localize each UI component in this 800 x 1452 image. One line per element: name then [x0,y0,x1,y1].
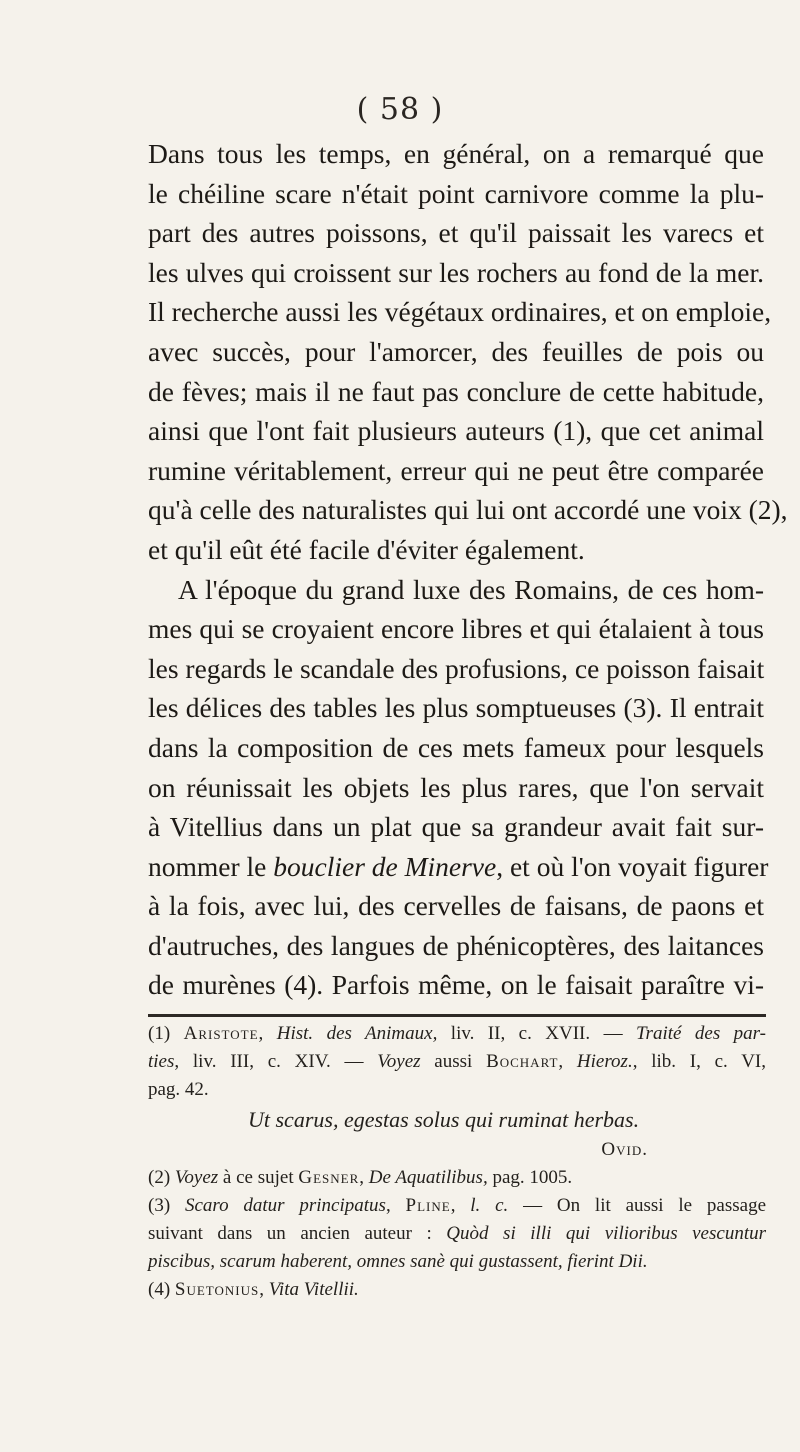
main-paragraphs [148,134,788,1005]
note-text: , [258,1023,277,1044]
body-line: part des autres poissons, et qu'il paissait les varecs et [148,217,764,249]
footnote-3 [148,1192,766,1220]
note-title: ties [148,1051,175,1072]
note-author: Suetonius [174,1279,260,1300]
body-line: avec succès, pour l'amorcer, des feuilles de pois ou [148,335,764,367]
body-line: le chéiline scare n'était point carnivore comme la plu- [148,177,764,209]
body-line: Il recherche aussi les végétaux ordinaires, et on emploie, [148,296,772,328]
note-text: , [558,1051,577,1072]
footnote-1 [148,1020,766,1048]
note-text: à ce sujet [218,1167,299,1188]
body-line: à la fois, avec lui, des cervelles de faisans, de paons et [148,890,764,922]
note-title: Traité des par- [636,1023,766,1044]
body-line: et qu'il eût été facile d'éviter également. [148,533,585,565]
note-text: (1) [148,1023,184,1044]
body-line: qu'à celle des naturalistes qui lui ont accordé une voix (2), [148,494,788,526]
body-line: ainsi que l'ont fait plusieurs auteurs (1), que cet animal [148,415,764,447]
body-text-run: , et où l'on voyait figurer [496,850,769,882]
note-text: (2) [148,1167,175,1188]
body-line: mes qui se croyaient encore libres et qui étalaient à tous [148,613,764,645]
body-line: d'autruches, des langues de phénicoptères, des laitances [148,929,764,961]
footnote-1-cont [148,1048,766,1076]
footnote-3-cont: piscibus, scarum haberent, omnes sanè qui gustassent, fierint Dii. [148,1251,648,1272]
footnote-separator [148,1014,766,1017]
body-line: on réunissait les objets les plus rares, que l'on servait [148,771,764,803]
note-ref: l. c. [470,1195,509,1216]
note-text: aussi [420,1051,487,1072]
footnotes [148,1020,766,1304]
note-title: Vita Vitellii. [268,1279,359,1300]
note-title: De Aquatilibus, [368,1167,488,1188]
footnote-2 [148,1164,766,1192]
note-title: Hieroz. [576,1051,633,1072]
epigraph-quote: Ut scarus, egestas solus qui ruminat herbas. [248,1107,640,1132]
body-line: Dans tous les temps, en général, on a remarqué que [148,138,764,169]
note-text: — On lit aussi le passage [508,1195,767,1216]
note-text: liv. II, c. XVII. — [437,1023,637,1044]
body-line: de murènes (4). Parfois même, on le faisait paraître vi- [148,969,764,1001]
note-text: , [450,1195,471,1216]
note-voyez: Voyez [174,1167,219,1188]
body-line [148,847,769,887]
footnote-4 [148,1276,766,1304]
note-author: Pline [405,1195,451,1216]
note-title: Hist. des Animaux, [276,1023,438,1044]
body-line: à Vitellius dans un plat que sa grandeur avait fait sur- [148,811,764,843]
note-quote: Quòd si illi qui vilioribus vescuntur [446,1223,766,1244]
body-line: A l'époque du grand luxe des Romains, de ces hom- [178,573,764,605]
note-text: suivant dans un ancien auteur : [148,1223,447,1244]
body-line: dans la composition de ces mets fameux pour lesquels [148,731,764,763]
body-line: les regards le scandale des profusions, ce poisson faisait [148,652,765,684]
note-author: Bochart [486,1051,559,1072]
note-text: , lib. I, c. VI, [632,1051,767,1072]
body-line: de fèves; mais il ne faut pas conclure de cette habitude, [148,375,764,407]
note-author: Gesner [298,1167,360,1188]
note-text: , [359,1167,369,1188]
italic-phrase: bouclier de Minerve [273,850,497,882]
body-text-run: nommer le [148,850,274,882]
body-line: les ulves qui croissent sur les rochers au fond de la mer. [148,256,764,288]
note-voyez: Voyez [377,1051,421,1072]
note-text: , [259,1279,269,1300]
note-text: , [385,1195,406,1216]
note-text: (3) [148,1195,185,1216]
note-text: , liv. III, c. XIV. — [174,1051,378,1072]
body-line: les délices des tables les plus somptueuses (3). Il entrait [148,692,764,724]
note-text: (4) [148,1279,175,1300]
footnote-1-page: pag. 42. [148,1079,209,1100]
epigraph-source: Ovid. [601,1139,648,1160]
note-text: pag. 1005. [487,1167,573,1188]
note-author: Aristote [183,1023,259,1044]
page-number: ( 58 ) [356,92,444,127]
note-quote: Scaro datur principatus [184,1195,386,1216]
footnote-3-cont [148,1220,766,1248]
body-line: rumine véritablement, erreur qui ne peut être comparée [148,454,764,486]
